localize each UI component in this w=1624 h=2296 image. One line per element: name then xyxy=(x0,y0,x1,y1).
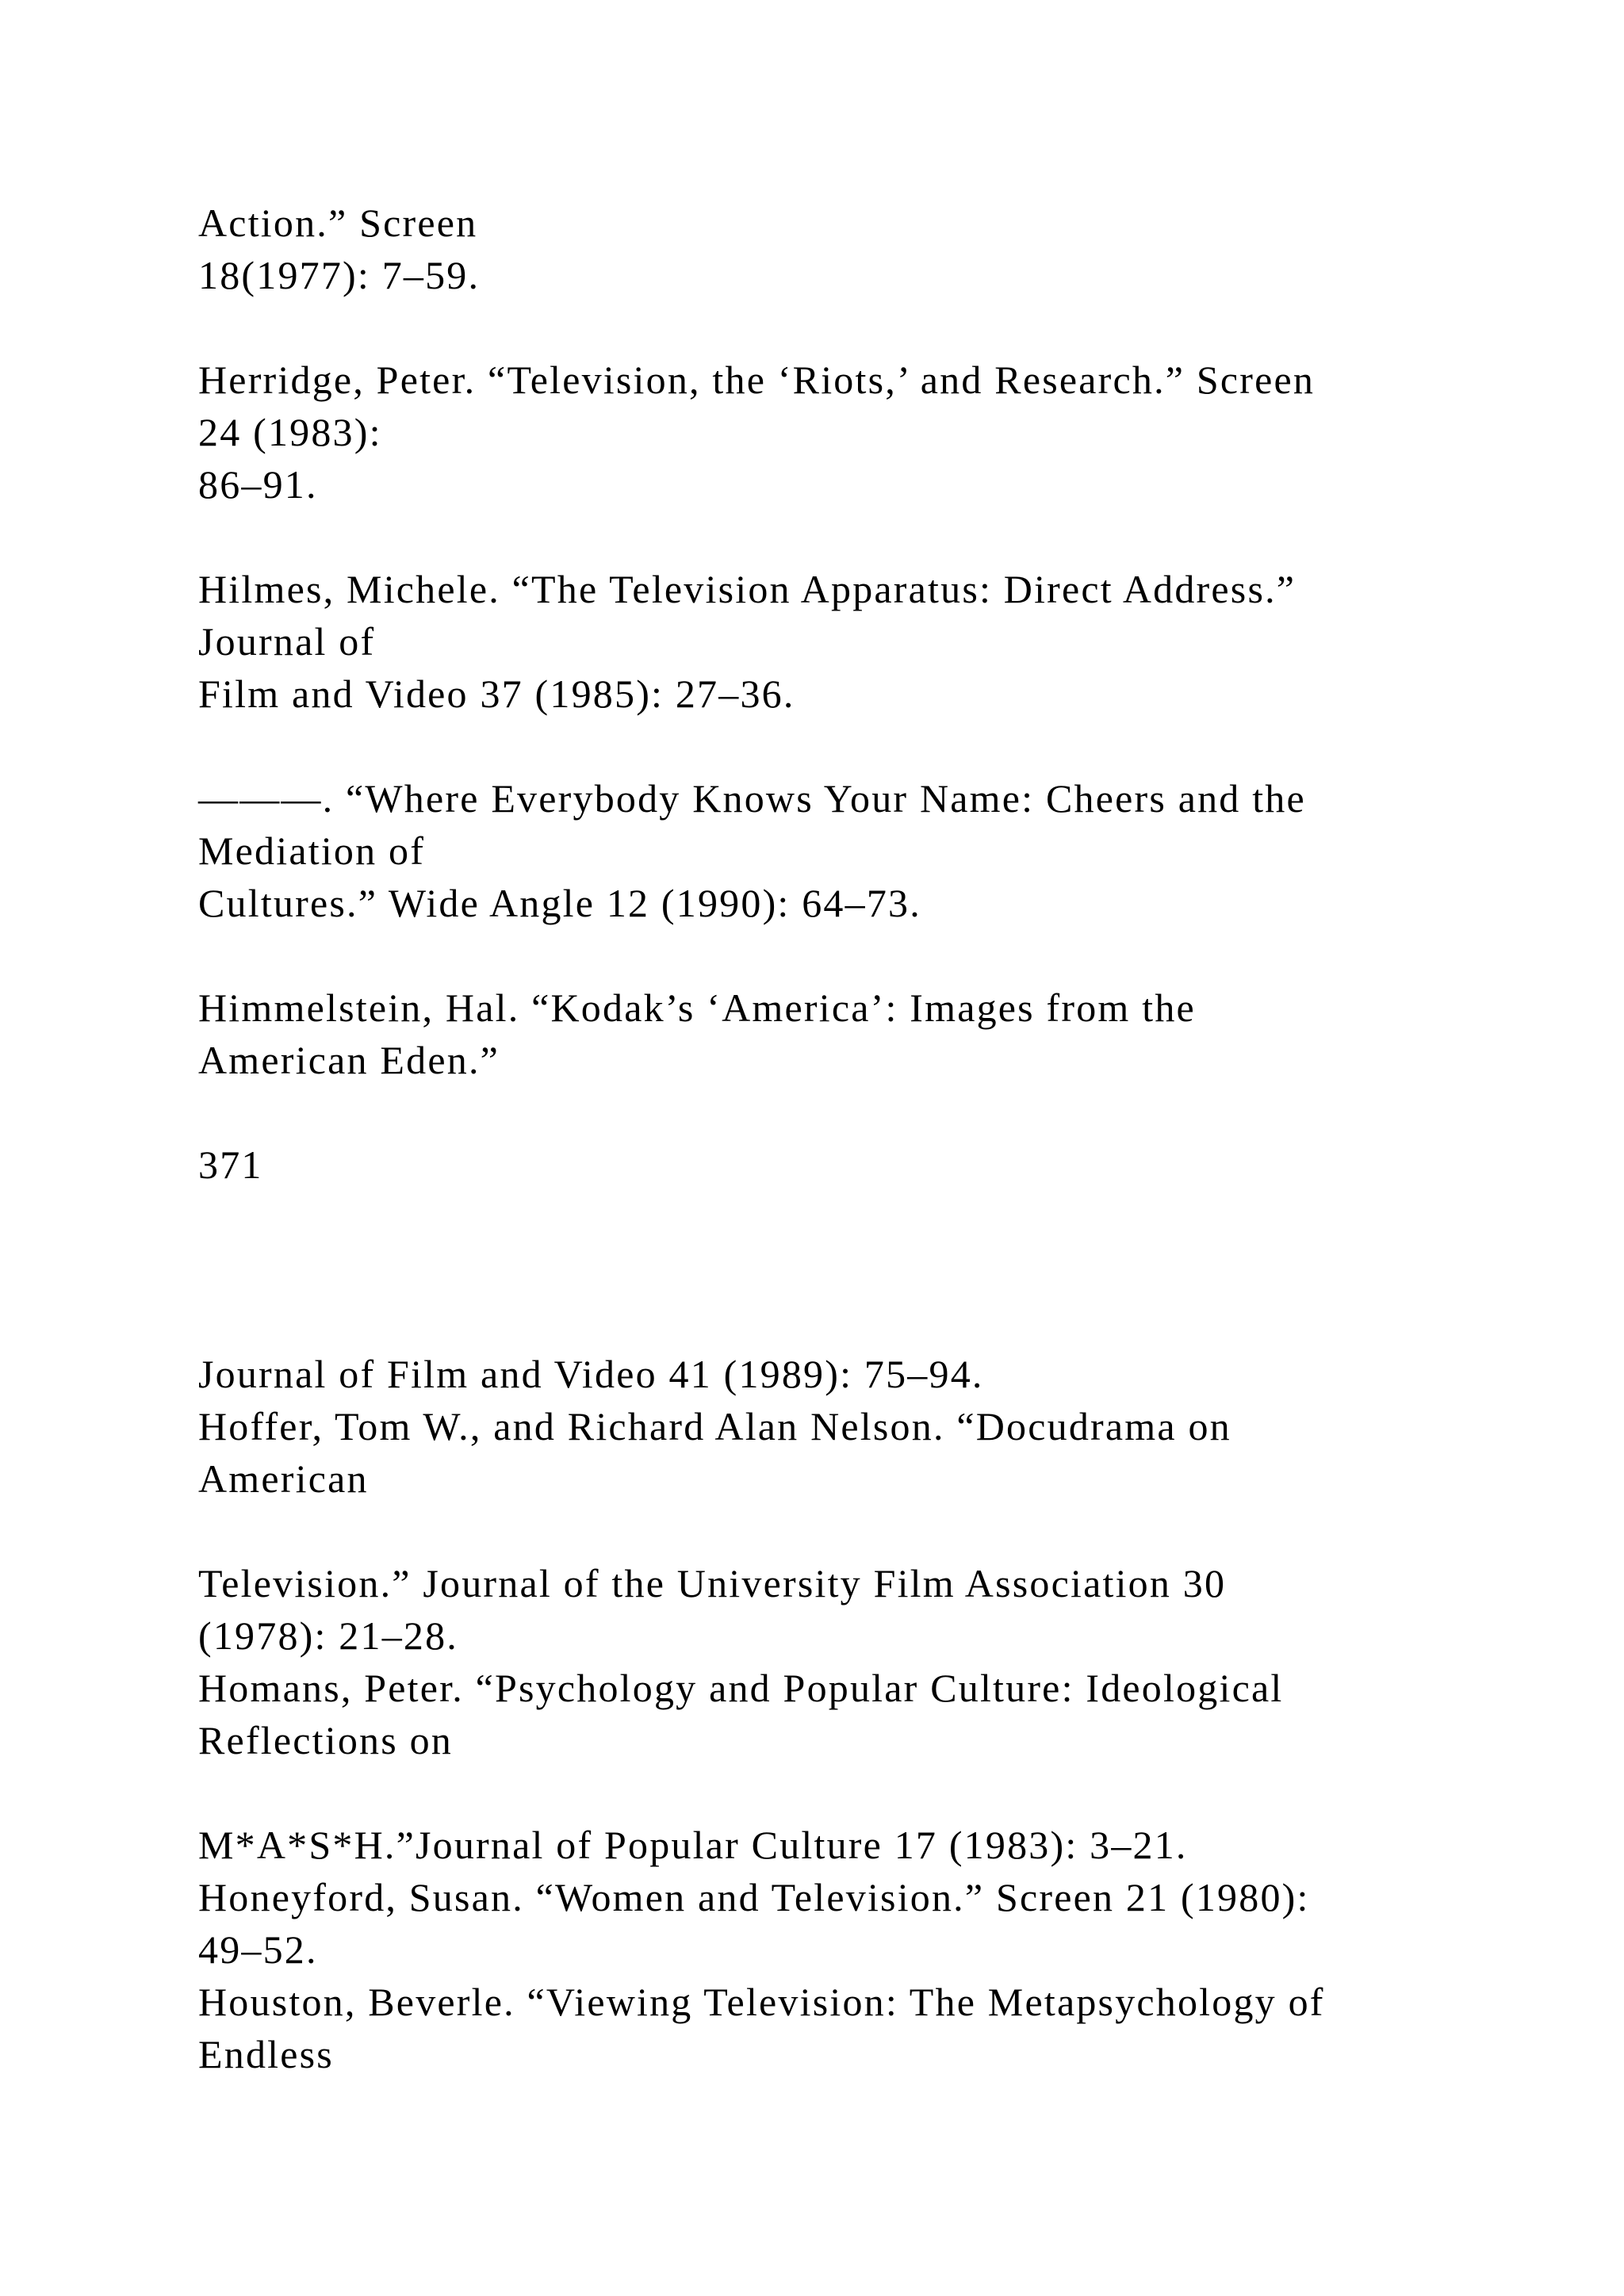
text-line: Hoffer, Tom W., and Richard Alan Nelson. “Docudrama on xyxy=(198,1404,1231,1448)
text-line: M*A*S*H.”Journal of Popular Culture 17 (1983): 3–21. xyxy=(198,1823,1188,1867)
text-line: Mediation of xyxy=(198,828,426,873)
text-line: Journal of Film and Video 41 (1989): 75–94. xyxy=(198,1352,984,1396)
text-line: Houston, Beverle. “Viewing Television: The Metapsychology of xyxy=(198,1980,1325,2024)
text-line: American xyxy=(198,1456,369,1501)
text-line: 18(1977): 7–59. xyxy=(198,253,481,297)
text-line: Cultures.” Wide Angle 12 (1990): 64–73. xyxy=(198,881,921,925)
text-line: Film and Video 37 (1985): 27–36. xyxy=(198,672,795,716)
text-line: Herridge, Peter. “Television, the ‘Riots,’ and Research.” Screen xyxy=(198,358,1316,402)
text-line: American Eden.” xyxy=(198,1038,500,1082)
text-line: (1978): 21–28. xyxy=(198,1613,458,1658)
text-line: Homans, Peter. “Psychology and Popular Culture: Ideological xyxy=(198,1666,1284,1710)
text-line: Honeyford, Susan. “Women and Television.” Screen 21 (1980): xyxy=(198,1875,1310,1919)
text-line: Himmelstein, Hal. “Kodak’s ‘America’: Images from the xyxy=(198,985,1196,1030)
text-line: ———. “Where Everybody Knows Your Name: Cheers and the xyxy=(198,776,1306,821)
page-number: 371 xyxy=(198,1142,263,1187)
text-line: 49–52. xyxy=(198,1927,318,1972)
text-line: Endless xyxy=(198,2032,334,2076)
text-line: Television.” Journal of the University Film Association 30 xyxy=(198,1561,1227,1605)
text-line: Reflections on xyxy=(198,1718,454,1762)
text-line: Journal of xyxy=(198,619,376,664)
text-line: Hilmes, Michele. “The Television Apparatus: Direct Address.” xyxy=(198,567,1297,611)
text-line: Action.” Screen xyxy=(198,201,478,245)
text-line: 24 (1983): xyxy=(198,410,382,454)
text-line: 86–91. xyxy=(198,462,318,507)
